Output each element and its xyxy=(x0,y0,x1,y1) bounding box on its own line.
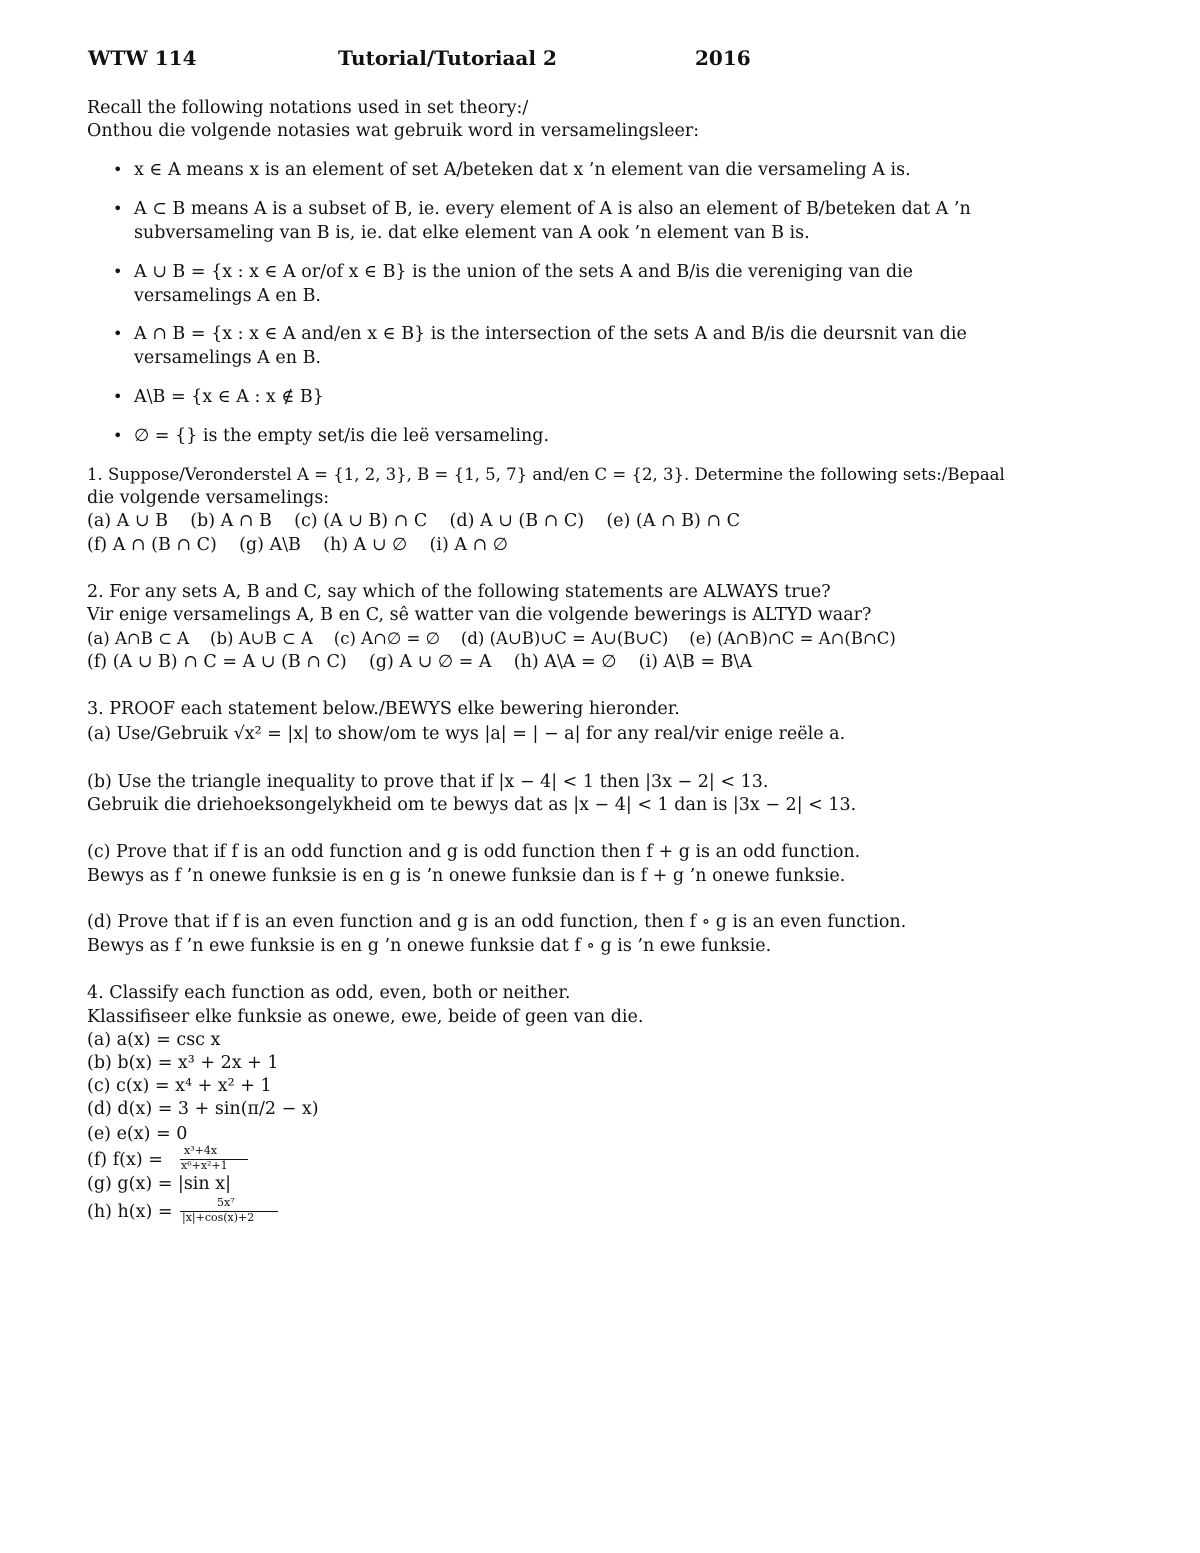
q3-part-d-en: (d) Prove that if f is an even function and g is an odd function, then f ∘ g is an even function. xyxy=(87,912,907,932)
year: 2016 xyxy=(695,46,751,70)
bullet-dot: • xyxy=(113,160,123,179)
notation-item: A ⊂ B means A is a subset of B, ie. every element of A is also an element of B/beteken dat A ’n xyxy=(134,199,971,219)
intro-line-2: Onthou die volgende notasies wat gebruik word in versamelingsleer: xyxy=(87,121,700,141)
intro-line-1: Recall the following notations used in set theory:/ xyxy=(87,98,529,118)
q4-f-numerator: x³+4x xyxy=(184,1144,218,1157)
notation-item: A\B = {x ∈ A : x ∉ B} xyxy=(134,387,324,407)
q4-line-2: Klassifiseer elke funksie as onewe, ewe, beide of geen van die. xyxy=(87,1007,644,1027)
q3-part-d-af: Bewys as f ’n ewe funksie is en g ’n onewe funksie dat f ∘ g is ’n ewe funksie. xyxy=(87,936,772,956)
notation-item: ∅ = {} is the empty set/is die leë versameling. xyxy=(134,426,550,446)
q4-part-g: (g) g(x) = |sin x| xyxy=(87,1174,232,1194)
notation-item-cont: versamelings A en B. xyxy=(134,348,321,368)
bullet-dot: • xyxy=(113,199,123,218)
notation-item: A ∪ B = {x : x ∈ A or/of x ∈ B} is the union of the sets A and B/is die vereniging van die xyxy=(134,262,913,282)
q4-f-denominator: x⁶+x²+1 xyxy=(181,1159,228,1172)
q4-part-h-label: (h) h(x) = xyxy=(87,1202,173,1222)
course-code: WTW 114 xyxy=(88,46,197,70)
bullet-dot: • xyxy=(113,262,123,281)
q2-parts-row-1: (a) A∩B ⊂ A (b) A∪B ⊂ A (c) A∩∅ = ∅ (d) (A∪B)∪C = A∪(B∪C) (e) (A∩B)∩C = A∩(B∩C) xyxy=(87,629,896,648)
q3-part-b-en: (b) Use the triangle inequality to prove that if |x − 4| < 1 then |3x − 2| < 13. xyxy=(87,772,769,792)
q4-part-f-label: (f) f(x) = xyxy=(87,1150,163,1170)
notation-item: x ∈ A means x is an element of set A/beteken dat x ’n element van die versameling A is. xyxy=(134,160,911,180)
bullet-dot: • xyxy=(113,426,123,445)
q4-h-numerator: 5x⁷ xyxy=(217,1196,235,1209)
q4-part-d: (d) d(x) = 3 + sin(π/2 − x) xyxy=(87,1099,319,1119)
q4-part-b: (b) b(x) = x³ + 2x + 1 xyxy=(87,1053,279,1073)
bullet-dot: • xyxy=(113,324,123,343)
bullet-dot: • xyxy=(113,387,123,406)
q3-part-c-en: (c) Prove that if f is an odd function and g is odd function then f + g is an odd function. xyxy=(87,842,861,862)
q1-line-2: die volgende versamelings: xyxy=(87,488,330,508)
q3-intro: 3. PROOF each statement below./BEWYS elke bewering hieronder. xyxy=(87,699,680,719)
q3-part-c-af: Bewys as f ’n onewe funksie is en g is ’n onewe funksie dan is f + g ’n onewe funksie. xyxy=(87,866,846,886)
q4-line-1: 4. Classify each function as odd, even, both or neither. xyxy=(87,983,571,1003)
q4-part-e: (e) e(x) = 0 xyxy=(87,1124,188,1144)
q4-part-c: (c) c(x) = x⁴ + x² + 1 xyxy=(87,1076,272,1096)
q3-part-a: (a) Use/Gebruik √x² = |x| to show/om te wys |a| = | − a| for any real/vir enige reële a. xyxy=(87,724,846,744)
q4-part-a: (a) a(x) = csc x xyxy=(87,1030,221,1050)
q1-parts-row-2: (f) A ∩ (B ∩ C) (g) A\B (h) A ∪ ∅ (i) A ∩ ∅ xyxy=(87,535,509,555)
notation-item-cont: versamelings A en B. xyxy=(134,286,321,306)
q1-parts-row-1: (a) A ∪ B (b) A ∩ B (c) (A ∪ B) ∩ C (d) A ∪ (B ∩ C) (e) (A ∩ B) ∩ C xyxy=(87,511,741,531)
q3-part-b-af: Gebruik die driehoeksongelykheid om te bewys dat as |x − 4| < 1 dan is |3x − 2| < 13. xyxy=(87,795,857,815)
page-title: Tutorial/Tutoriaal 2 xyxy=(338,46,557,70)
q1-line-1: 1. Suppose/Veronderstel A = {1, 2, 3}, B = {1, 5, 7} and/en C = {2, 3}. Determine the following sets:/Bepaal xyxy=(87,465,1005,484)
q2-line-1: 2. For any sets A, B and C, say which of the following statements are ALWAYS true? xyxy=(87,582,831,602)
q4-h-denominator: |x|+cos(x)+2 xyxy=(182,1211,255,1224)
q2-line-2: Vir enige versamelings A, B en C, sê watter van die volgende bewerings is ALTYD waar? xyxy=(87,605,872,625)
q2-parts-row-2: (f) (A ∪ B) ∩ C = A ∪ (B ∩ C) (g) A ∪ ∅ = A (h) A\A = ∅ (i) A\B = B\A xyxy=(87,652,753,672)
notation-item: A ∩ B = {x : x ∈ A and/en x ∈ B} is the intersection of the sets A and B/is die deursnit van die xyxy=(134,324,967,344)
notation-item-cont: subversameling van B is, ie. dat elke element van A ook ’n element van B is. xyxy=(134,223,810,243)
